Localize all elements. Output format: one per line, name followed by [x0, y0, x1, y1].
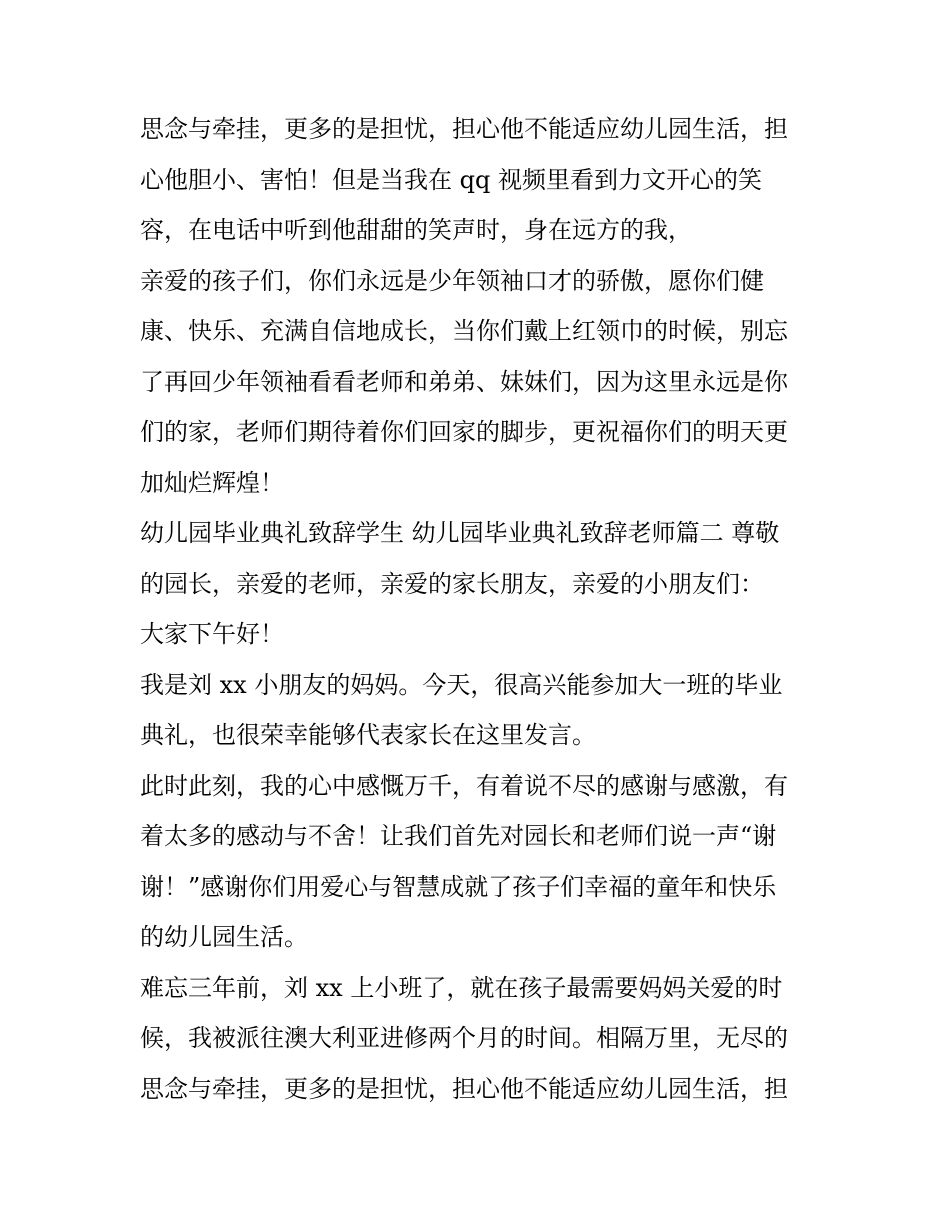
text-line: 谢！”感谢你们用爱心与智慧成就了孩子们幸福的童年和快乐: [140, 872, 777, 901]
text-line: 康、快乐、充满自信地成长，当你们戴上红领巾的时候，别忘: [140, 317, 788, 345]
text-line: 容，在电话中听到他甜甜的笑声时，身在远方的我，: [140, 216, 692, 244]
text-line: 此时此刻，我的心中感慨万千，有着说不尽的感谢与感激，有: [140, 771, 788, 800]
text-line: 的幼儿园生活。: [140, 923, 308, 951]
text-line: 着太多的感动与不舍！让我们首先对园长和老师们说一声“谢: [140, 822, 777, 850]
text-line: 思念与牵挂，更多的是担忧，担心他不能适应幼儿园生活，担: [140, 1074, 788, 1103]
text-line: 候，我被派往澳大利亚进修两个月的时间。相隔万里，无尽的: [140, 1024, 788, 1052]
text-line: 的园长，亲爱的老师，亲爱的家长朋友，亲爱的小朋友们：: [140, 569, 764, 598]
text-line: 大家下午好！: [140, 620, 284, 648]
document-page: [140, 104, 820, 1114]
text-line: 心他胆小、害怕！但是当我在 qq 视频里看到力文开心的笑: [140, 165, 762, 194]
text-line: 典礼，也很荣幸能够代表家长在这里发言。: [140, 721, 596, 749]
text-line: 幼儿园毕业典礼致辞学生 幼儿园毕业典礼致辞老师篇二 尊敬: [140, 519, 780, 547]
text-line: 了再回少年领袖看看老师和弟弟、妹妹们，因为这里永远是你: [140, 367, 788, 396]
text-line: 亲爱的孩子们，你们永远是少年领袖口才的骄傲，愿你们健: [140, 266, 764, 295]
text-line: 我是刘 xx 小朋友的妈妈。今天，很高兴能参加大一班的毕业: [140, 670, 783, 699]
text-line: 加灿烂辉煌！: [140, 468, 284, 497]
text-line: 们的家，老师们期待着你们回家的脚步，更祝福你们的明天更: [140, 418, 788, 446]
text-line: 思念与牵挂，更多的是担忧，担心他不能适应幼儿园生活，担: [140, 115, 788, 143]
text-line: 难忘三年前，刘 xx 上小班了，就在孩子最需要妈妈关爱的时: [140, 973, 783, 1002]
